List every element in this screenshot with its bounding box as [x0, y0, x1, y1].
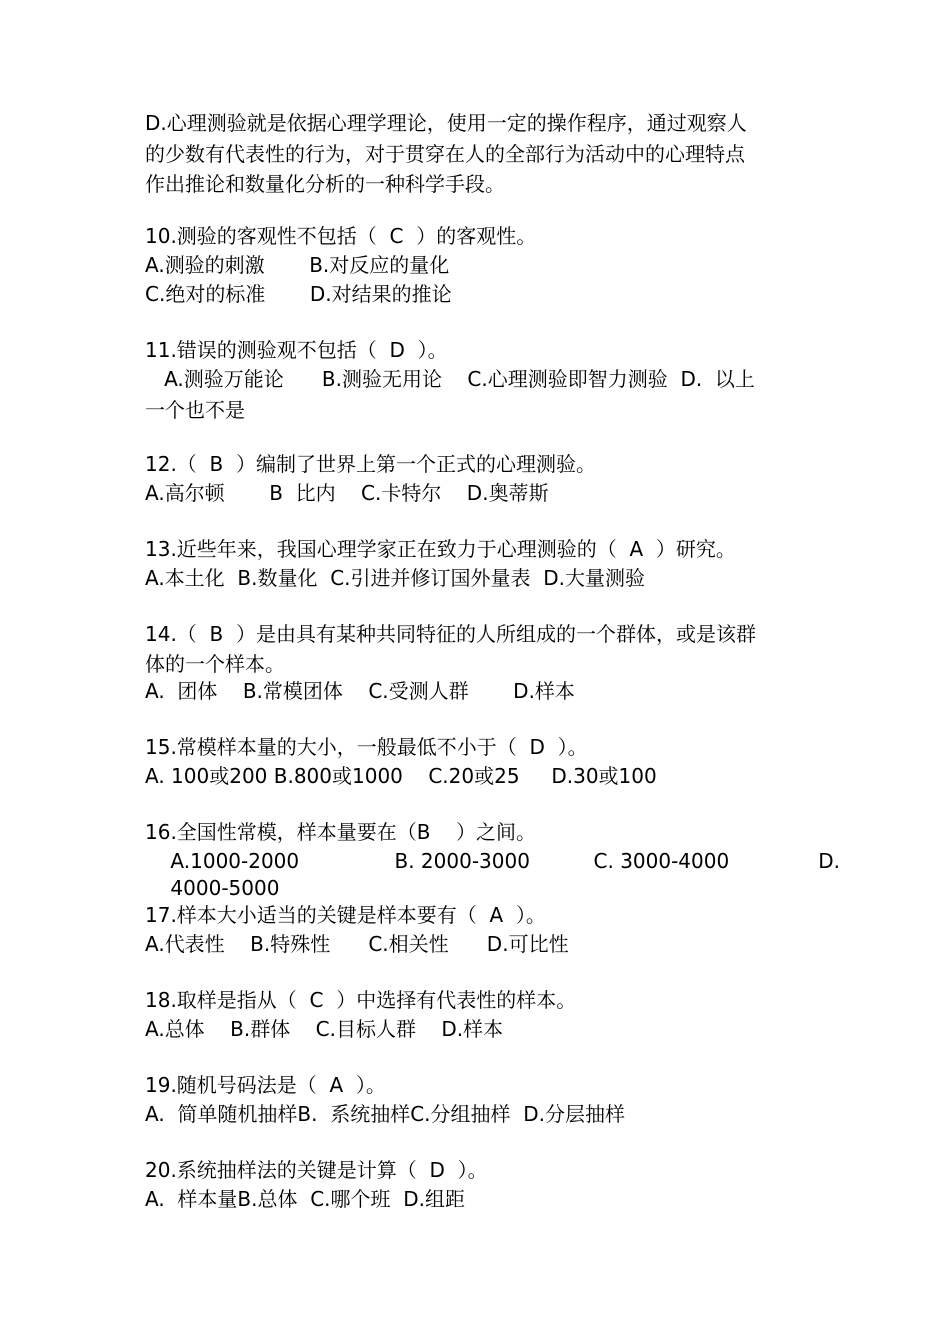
question-20-options: A. 样本量B.总体 C.哪个班 D.组距: [145, 1187, 465, 1211]
question-18-stem: 18.取样是指从（ C ）中选择有代表性的样本。: [145, 988, 577, 1012]
question-15-stem: 15.常模样本量的大小，一般最低不小于（ D ）。: [145, 735, 588, 759]
question-12-options: A.高尔顿 B 比内 C.卡特尔 D.奥蒂斯: [145, 481, 549, 505]
question-15-options: A. 100或200 B.800或1000 C.20或25 D.30或100: [145, 764, 657, 788]
question-11-options-2: 一个也不是: [145, 398, 245, 422]
intro-line-1: D.心理测验就是依据心理学理论，使用一定的操作程序，通过观察人: [145, 111, 747, 135]
question-16-options-1: A.1000-2000 B. 2000-3000 C. 3000-4000 D.: [145, 849, 840, 873]
intro-line-3: 作出推论和数量化分析的一种科学手段。: [145, 172, 505, 196]
question-17-stem: 17.样本大小适当的关键是样本要有（ A ）。: [145, 903, 546, 927]
question-11-options-1: A.测验万能论 B.测验无用论 C.心理测验即智力测验 D. 以上: [145, 367, 755, 391]
question-12-stem: 12.（ B ）编制了世界上第一个正式的心理测验。: [145, 452, 596, 476]
question-16-stem: 16.全国性常模，样本量要在（B ）之间。: [145, 820, 536, 844]
question-18-options: A.总体 B.群体 C.目标人群 D.样本: [145, 1017, 504, 1041]
question-14-stem-2: 体的一个样本。: [145, 652, 285, 676]
question-13-options: A.本土化 B.数量化 C.引进并修订国外量表 D.大量测验: [145, 566, 645, 590]
question-11-stem: 11.错误的测验观不包括（ D ）。: [145, 338, 448, 362]
question-19-stem: 19.随机号码法是（ A ）。: [145, 1073, 386, 1097]
question-20-stem: 20.系统抽样法的关键是计算（ D ）。: [145, 1158, 488, 1182]
question-17-options: A.代表性 B.特殊性 C.相关性 D.可比性: [145, 932, 569, 956]
question-13-stem: 13.近些年来，我国心理学家正在致力于心理测验的（ A ）研究。: [145, 537, 736, 561]
question-19-options: A. 简单随机抽样B. 系统抽样C.分组抽样 D.分层抽样: [145, 1102, 625, 1126]
question-14-options: A. 团体 B.常模团体 C.受测人群 D.样本: [145, 679, 575, 703]
question-10-options-2: C.绝对的标准 D.对结果的推论: [145, 282, 452, 306]
question-10-options-1: A.测验的刺激 B.对反应的量化: [145, 253, 450, 277]
question-10-stem: 10.测验的客观性不包括（ C ）的客观性。: [145, 224, 537, 248]
question-16-options-2: 4000-5000: [145, 876, 280, 900]
question-14-stem-1: 14.（ B ）是由具有某种共同特征的人所组成的一个群体，或是该群: [145, 622, 756, 646]
intro-line-2: 的少数有代表性的行为，对于贯穿在人的全部行为活动中的心理特点: [145, 142, 745, 166]
